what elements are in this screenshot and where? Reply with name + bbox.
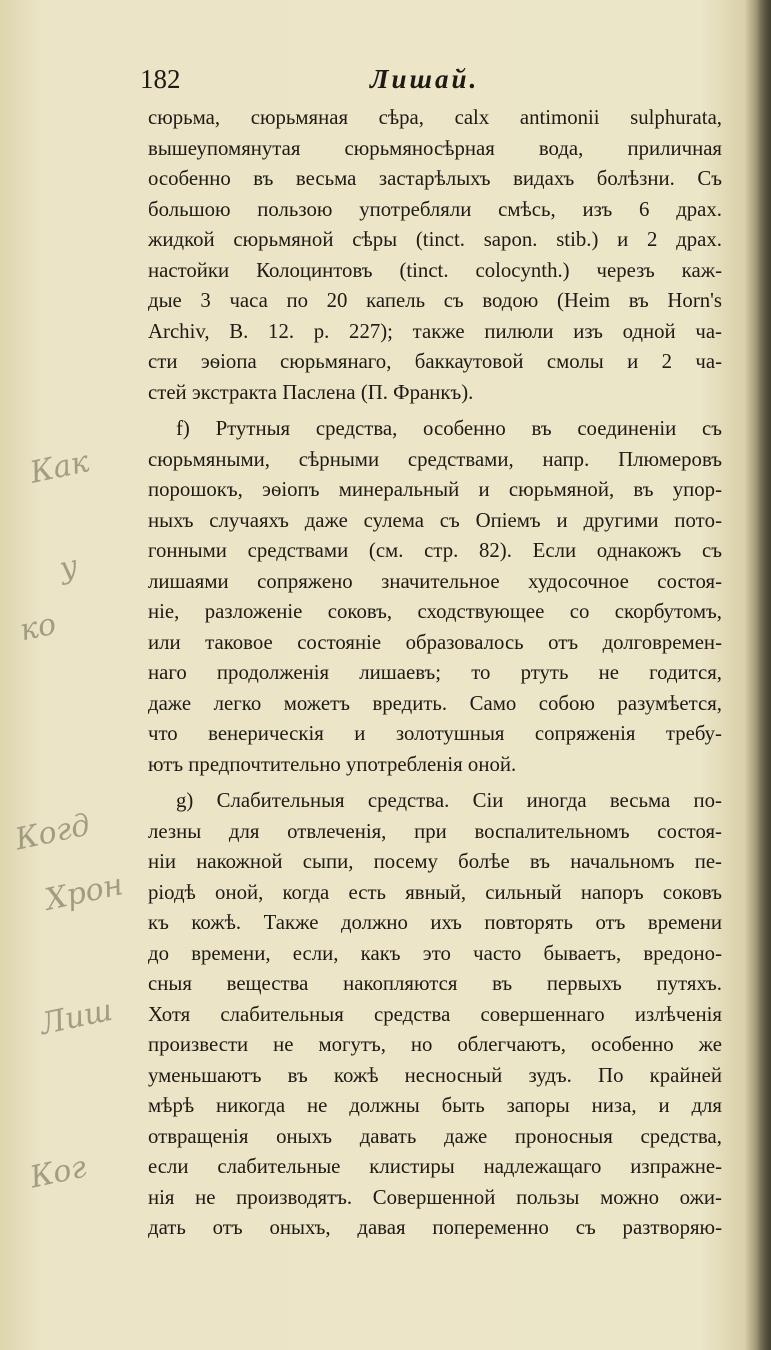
text-line: вышеупомянутая сюрьмяносѣрная вода, приличная: [148, 136, 722, 160]
text-line: ніе, разложеніе соковъ, сходствующее со скорбутомъ,: [148, 600, 722, 623]
text-line: порошокъ, эѳіопъ минеральный и сюрьмяной, въ упор-: [148, 478, 722, 501]
text-line: произвести не могутъ, но облегчаютъ, особенно же: [148, 1033, 722, 1056]
text-line: сти эѳіопа сюрьмянаго, баккаутовой смолы и 2 ча-: [148, 350, 722, 373]
text-line: настойки Колоцинтовъ (tinct. colocynth.) черезъ каж-: [148, 258, 722, 282]
text-line: даже легко можетъ вредить. Само собою разумѣется,: [148, 691, 722, 715]
text-line: ютъ предпочтительно употребленія оной.: [148, 752, 517, 776]
margin-note: Когд: [12, 807, 94, 858]
margin-note: Ког: [26, 1149, 90, 1196]
text-line: Archiv, B. 12. p. 227); также пилюли изъ одной ча-: [148, 319, 722, 343]
margin-note: у: [56, 548, 81, 587]
margin-note: ко: [16, 606, 60, 649]
text-line: ріодѣ оной, когда есть явный, сильный напоръ соковъ: [148, 880, 722, 904]
text-line: до времени, если, какъ это часто бываетъ, вредоно-: [148, 941, 722, 965]
text-line: гонными средствами (см. стр. 82). Если однакожъ съ: [148, 539, 722, 562]
text-line: сюрьма, сюрьмяная сѣра, calx antimonii sulphurata,: [148, 106, 722, 129]
page-number: 182: [140, 64, 181, 94]
text-line: лишаями сопряжено значительное худосочное состоя-: [148, 569, 722, 593]
text-line: что венерическія и золотушныя сопряженія требу-: [148, 722, 722, 745]
text-line: нія не производятъ. Совершенной пользы можно ожи-: [148, 1185, 722, 1209]
text-line: f) Ртутныя средства, особенно въ соединеніи съ: [176, 417, 722, 440]
text-line: дать отъ оныхъ, давая попеременно съ разтворяю-: [148, 1216, 722, 1239]
text-line: ніи накожной сыпи, посему болѣе въ начальномъ пе-: [148, 850, 722, 873]
text-line: къ кожѣ. Также должно ихъ повторять отъ времени: [148, 911, 722, 934]
text-line: ныхъ случаяхъ даже сулема съ Опіемъ и другими потo-: [148, 508, 722, 532]
binding-shadow: [757, 0, 771, 1350]
text-line: лезны для отвлеченія, при воспалительномъ состоя-: [148, 819, 722, 843]
text-line: отвращенія оныхъ давать даже проносныя средства,: [148, 1124, 722, 1148]
text-line: Хотя слабительныя средства совершеннаго излѣченія: [148, 1002, 722, 1026]
margin-note: Как: [27, 444, 93, 491]
text-line: дые 3 часа по 20 капель съ водою (Heim въ Horn's: [148, 289, 722, 312]
text-line: g) Слабительныя средства. Сіи иногда весьма по-: [176, 789, 722, 812]
text-line: жидкой сюрьмяной сѣры (tinct. sapon. stib.) и 2 драх.: [148, 228, 722, 251]
page-header: [140, 64, 740, 98]
text-line: сныя вещества накопляются въ первыхъ путяхъ.: [148, 972, 722, 995]
running-title: Лишай.: [370, 64, 480, 94]
text-line: если слабительные клистиры надлежащаго изпражне-: [148, 1155, 722, 1178]
text-line: уменьшаютъ въ кожѣ несносный зудъ. По крайней: [148, 1063, 722, 1087]
text-line: сюрьмяными, сѣрными средствами, напр. Плюмеровъ: [148, 447, 722, 471]
margin-note: Лиш: [37, 992, 116, 1043]
text-line: мѣрѣ никогда не должны быть запоры низа, и для: [148, 1094, 722, 1117]
text-line: стей экстракта Паслена (П. Франкъ).: [148, 380, 474, 404]
body-text: [148, 103, 722, 1244]
handwritten-margin-notes: [0, 440, 140, 1240]
text-line: большою пользою употребляли смѣсь, изъ 6 драх.: [148, 197, 722, 221]
margin-note: Хрон: [42, 867, 127, 918]
text-line: наго продолженія лишаевъ; то ртуть не годится,: [148, 661, 722, 684]
text-line: особенно въ весьма застарѣлыхъ видахъ болѣзни. Съ: [148, 167, 722, 190]
text-line: или таковое состояніе образовалось отъ долговремен-: [148, 630, 722, 654]
